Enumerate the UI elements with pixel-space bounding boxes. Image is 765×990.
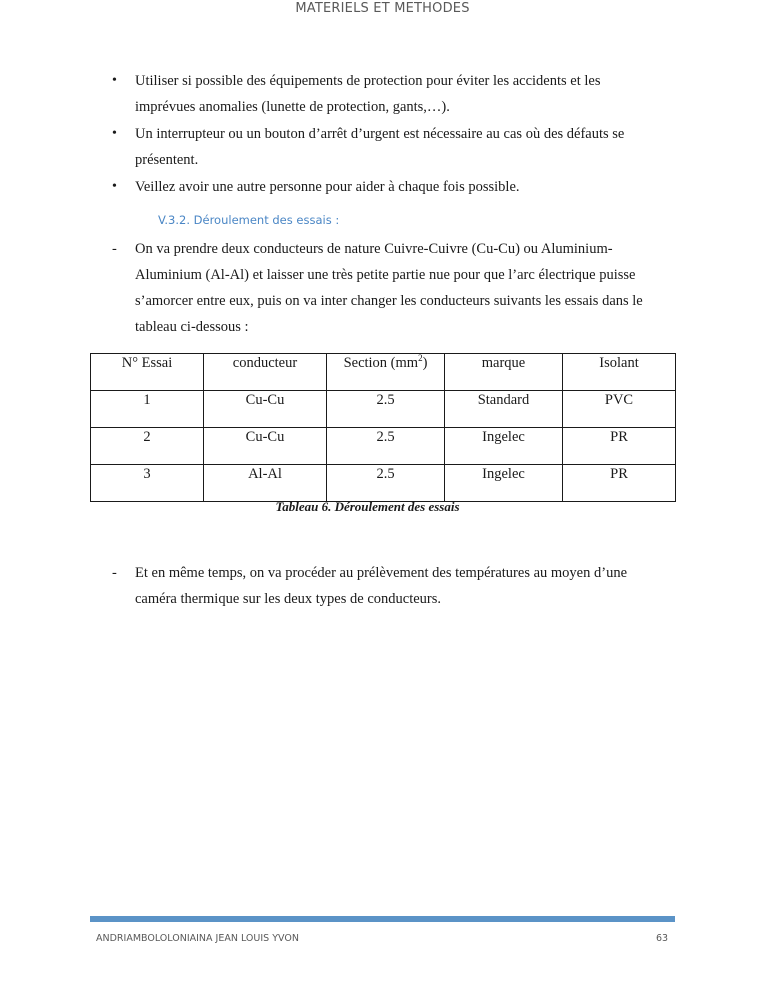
safety-bullet-list: [0, 68, 765, 201]
cell-section: 2.5: [327, 465, 445, 502]
bullet-dot-icon: •: [112, 126, 117, 141]
bullet-text: Un interrupteur ou un bouton d’arrêt d’urgent est nécessaire au cas où des défauts se présentent.: [135, 126, 625, 168]
cell-essai: 2: [91, 428, 204, 465]
cell-conducteur: Cu-Cu: [204, 428, 327, 465]
page-number: 63: [656, 933, 669, 944]
followup-paragraph: [0, 560, 765, 612]
intro-paragraph: [0, 236, 765, 340]
cell-essai: 3: [91, 465, 204, 502]
trials-table: [90, 353, 676, 502]
table-row: [91, 428, 676, 465]
header-section: [327, 354, 445, 391]
section-heading: V.3.2. Déroulement des essais :: [158, 213, 340, 227]
header-conducteur: conducteur: [204, 354, 327, 391]
bullet-dot-icon: •: [112, 73, 117, 88]
header-section-close: ): [422, 355, 428, 371]
table-header-row: [91, 354, 676, 391]
cell-essai: 1: [91, 391, 204, 428]
bullet-text: Veillez avoir une autre personne pour aider à chaque fois possible.: [135, 179, 520, 195]
bullet-item: [0, 121, 765, 173]
header-section-exponent: 2: [418, 353, 423, 364]
header-essai: N° Essai: [91, 354, 204, 391]
cell-marque: Ingelec: [445, 428, 563, 465]
cell-isolant: PVC: [563, 391, 676, 428]
header-isolant: Isolant: [563, 354, 676, 391]
footer-divider: [90, 916, 675, 922]
bullet-item: [0, 68, 765, 120]
header-section-label: Section (mm: [343, 355, 419, 371]
intro-text: On va prendre deux conducteurs de nature Cuivre-Cuivre (Cu-Cu) ou Aluminium-Aluminium (Al-Al) et laisser une très petite partie nue pour que l’arc électrique puisse s’amorcer entre eux, puis on va inter changer les conducteurs suivants les essais dans le tableau ci-dessous :: [135, 241, 643, 335]
cell-marque: Standard: [445, 391, 563, 428]
cell-section: 2.5: [327, 428, 445, 465]
cell-conducteur: Al-Al: [204, 465, 327, 502]
bullet-item: [0, 174, 765, 200]
followup-text: Et en même temps, on va procéder au prélèvement des températures au moyen d’une caméra thermique sur les deux types de conducteurs.: [135, 565, 628, 607]
bullet-text: Utiliser si possible des équipements de protection pour éviter les accidents et les imprévues anomalies (lunette de protection, gants,…).: [135, 73, 601, 115]
cell-conducteur: Cu-Cu: [204, 391, 327, 428]
footer-author: ANDRIAMBOLOLONIAINA JEAN LOUIS YVON: [96, 933, 299, 944]
table-caption: Tableau 6. Déroulement des essais: [275, 499, 460, 514]
table-row: [91, 391, 676, 428]
dash-marker: -: [112, 241, 117, 257]
dash-marker: -: [112, 565, 117, 581]
table-row: [91, 465, 676, 502]
cell-marque: Ingelec: [445, 465, 563, 502]
cell-section: 2.5: [327, 391, 445, 428]
cell-isolant: PR: [563, 428, 676, 465]
bullet-dot-icon: •: [112, 179, 117, 194]
page-header: MATERIELS ET METHODES: [295, 1, 470, 16]
cell-isolant: PR: [563, 465, 676, 502]
header-marque: marque: [445, 354, 563, 391]
